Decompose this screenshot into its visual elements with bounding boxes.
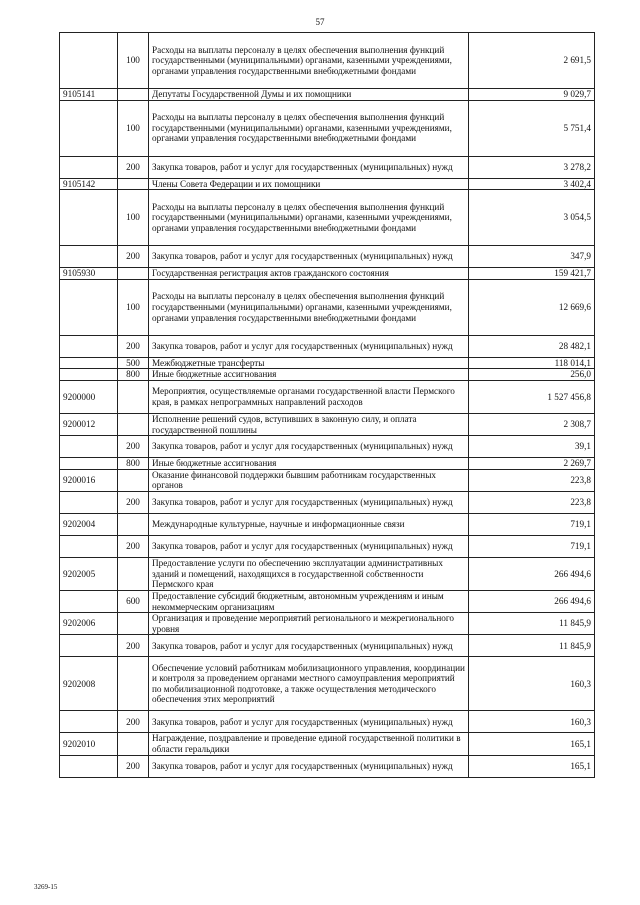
row-sum-cell: 2 308,7 — [469, 413, 595, 435]
row-sum-cell: 2 691,5 — [469, 33, 595, 89]
page-number: 57 — [315, 17, 325, 27]
row-sum-cell: 3 278,2 — [469, 156, 595, 178]
row-sum-cell: 719,1 — [469, 513, 595, 535]
table-row — [60, 335, 595, 357]
row-code-cell: 9202010 — [60, 733, 118, 755]
table-row — [60, 100, 595, 156]
row-sum-cell: 2 269,7 — [469, 458, 595, 470]
table-row — [60, 635, 595, 657]
table-row — [60, 89, 595, 101]
table-row — [60, 369, 595, 381]
table-row — [60, 178, 595, 190]
row-code-cell: 9105141 — [60, 89, 118, 101]
row-code-cell: 9200016 — [60, 469, 118, 491]
row-expense-type-cell: 200 — [118, 246, 149, 268]
row-expense-type-cell — [118, 413, 149, 435]
row-name-cell: Закупка товаров, работ и услуг для государственных (муниципальных) нужд — [149, 491, 469, 513]
row-sum-cell: 3 402,4 — [469, 178, 595, 190]
row-code-cell: 9202006 — [60, 613, 118, 635]
row-name-cell: Члены Совета Федерации и их помощники — [149, 178, 469, 190]
row-code-cell — [60, 33, 118, 89]
row-sum-cell: 5 751,4 — [469, 100, 595, 156]
table-row — [60, 33, 595, 89]
row-sum-cell: 12 669,6 — [469, 279, 595, 335]
row-name-cell: Расходы на выплаты персоналу в целях обеспечения выполнения функций государственными (муниципальными) органами, казенными учреждениями, органами управления государственными внебюджетными фондами — [149, 100, 469, 156]
table-row — [60, 755, 595, 777]
row-expense-type-cell — [118, 733, 149, 755]
row-sum-cell: 160,3 — [469, 657, 595, 711]
budget-table — [59, 32, 595, 778]
row-sum-cell: 11 845,9 — [469, 613, 595, 635]
row-name-cell: Закупка товаров, работ и услуг для государственных (муниципальных) нужд — [149, 246, 469, 268]
row-sum-cell: 11 845,9 — [469, 635, 595, 657]
row-name-cell: Обеспечение условий работникам мобилизационного управления, координации и контроля за проведением органами местного самоуправления мероприятий по мобилизационной подготовке, а также осуществления методического обеспечения этих мероприятий — [149, 657, 469, 711]
row-name-cell: Расходы на выплаты персоналу в целях обеспечения выполнения функций государственными (муниципальными) органами, казенными учреждениями, органами управления государственными внебюджетными фондами — [149, 279, 469, 335]
row-sum-cell: 165,1 — [469, 755, 595, 777]
row-expense-type-cell — [118, 557, 149, 590]
row-expense-type-cell: 200 — [118, 156, 149, 178]
row-name-cell: Оказание финансовой поддержки бывшим работникам государственных органов — [149, 469, 469, 491]
row-name-cell: Закупка товаров, работ и услуг для государственных (муниципальных) нужд — [149, 755, 469, 777]
row-expense-type-cell — [118, 657, 149, 711]
row-expense-type-cell: 500 — [118, 357, 149, 369]
table-row — [60, 413, 595, 435]
row-name-cell: Закупка товаров, работ и услуг для государственных (муниципальных) нужд — [149, 535, 469, 557]
row-sum-cell: 266 494,6 — [469, 557, 595, 590]
table-row — [60, 535, 595, 557]
row-expense-type-cell: 200 — [118, 635, 149, 657]
row-name-cell: Организация и проведение мероприятий регионального и межрегионального уровня — [149, 613, 469, 635]
table-row — [60, 590, 595, 612]
table-row — [60, 156, 595, 178]
row-sum-cell: 159 421,7 — [469, 268, 595, 280]
row-name-cell: Закупка товаров, работ и услуг для государственных (муниципальных) нужд — [149, 335, 469, 357]
table-row — [60, 279, 595, 335]
row-name-cell: Закупка товаров, работ и услуг для государственных (муниципальных) нужд — [149, 635, 469, 657]
row-sum-cell: 9 029,7 — [469, 89, 595, 101]
row-code-cell — [60, 190, 118, 246]
row-expense-type-cell: 200 — [118, 335, 149, 357]
row-code-cell — [60, 357, 118, 369]
row-expense-type-cell: 100 — [118, 279, 149, 335]
table-row — [60, 436, 595, 458]
row-sum-cell: 39,1 — [469, 436, 595, 458]
row-name-cell: Расходы на выплаты персоналу в целях обеспечения выполнения функций государственными (муниципальными) органами, казенными учреждениями, органами управления государственными внебюджетными фондами — [149, 33, 469, 89]
table-row — [60, 711, 595, 733]
row-expense-type-cell: 100 — [118, 190, 149, 246]
row-sum-cell: 223,8 — [469, 491, 595, 513]
row-code-cell: 9200000 — [60, 380, 118, 413]
row-code-cell: 9105930 — [60, 268, 118, 280]
row-code-cell — [60, 535, 118, 557]
row-expense-type-cell — [118, 380, 149, 413]
row-code-cell — [60, 156, 118, 178]
row-name-cell: Государственная регистрация актов гражданского состояния — [149, 268, 469, 280]
row-code-cell — [60, 635, 118, 657]
table-row — [60, 613, 595, 635]
row-expense-type-cell: 600 — [118, 590, 149, 612]
table-row — [60, 657, 595, 711]
row-code-cell: 9105142 — [60, 178, 118, 190]
table-row — [60, 491, 595, 513]
row-name-cell: Международные культурные, научные и информационные связи — [149, 513, 469, 535]
table-row — [60, 246, 595, 268]
row-sum-cell: 1 527 456,8 — [469, 380, 595, 413]
row-code-cell — [60, 335, 118, 357]
row-name-cell: Расходы на выплаты персоналу в целях обеспечения выполнения функций государственными (муниципальными) органами, казенными учреждениями, органами управления государственными внебюджетными фондами — [149, 190, 469, 246]
row-expense-type-cell — [118, 513, 149, 535]
row-name-cell: Иные бюджетные ассигнования — [149, 458, 469, 470]
row-sum-cell: 165,1 — [469, 733, 595, 755]
table-row — [60, 469, 595, 491]
table-row — [60, 190, 595, 246]
row-name-cell: Предоставление услуги по обеспечению эксплуатации административных зданий и помещений, находящихся в государственной собственности Пермского края — [149, 557, 469, 590]
row-code-cell — [60, 100, 118, 156]
row-sum-cell: 719,1 — [469, 535, 595, 557]
table-row — [60, 733, 595, 755]
row-code-cell — [60, 755, 118, 777]
row-expense-type-cell: 200 — [118, 755, 149, 777]
row-expense-type-cell: 800 — [118, 458, 149, 470]
row-name-cell: Исполнение решений судов, вступивших в законную силу, и оплата государственной пошлины — [149, 413, 469, 435]
row-name-cell: Награждение, поздравление и проведение единой государственной политики в области геральдики — [149, 733, 469, 755]
row-expense-type-cell — [118, 469, 149, 491]
row-expense-type-cell — [118, 268, 149, 280]
row-code-cell — [60, 590, 118, 612]
row-sum-cell: 28 482,1 — [469, 335, 595, 357]
row-sum-cell: 223,8 — [469, 469, 595, 491]
table-row — [60, 557, 595, 590]
row-expense-type-cell: 100 — [118, 100, 149, 156]
row-code-cell — [60, 711, 118, 733]
table-row — [60, 513, 595, 535]
row-expense-type-cell: 100 — [118, 33, 149, 89]
table-row — [60, 268, 595, 280]
row-code-cell — [60, 436, 118, 458]
row-code-cell — [60, 369, 118, 381]
row-code-cell: 9202004 — [60, 513, 118, 535]
row-name-cell: Предоставление субсидий бюджетным, автономным учреждениям и иным некоммерческим организациям — [149, 590, 469, 612]
row-expense-type-cell: 200 — [118, 491, 149, 513]
row-expense-type-cell: 200 — [118, 711, 149, 733]
row-name-cell: Закупка товаров, работ и услуг для государственных (муниципальных) нужд — [149, 156, 469, 178]
row-sum-cell: 256,0 — [469, 369, 595, 381]
row-name-cell: Мероприятия, осуществляемые органами государственной власти Пермского края, в рамках непрограммных направлений расходов — [149, 380, 469, 413]
row-expense-type-cell — [118, 89, 149, 101]
row-expense-type-cell — [118, 613, 149, 635]
table-row — [60, 458, 595, 470]
row-code-cell: 9202008 — [60, 657, 118, 711]
row-code-cell — [60, 279, 118, 335]
row-sum-cell: 347,9 — [469, 246, 595, 268]
row-name-cell: Закупка товаров, работ и услуг для государственных (муниципальных) нужд — [149, 711, 469, 733]
row-name-cell: Закупка товаров, работ и услуг для государственных (муниципальных) нужд — [149, 436, 469, 458]
row-name-cell: Депутаты Государственной Думы и их помощники — [149, 89, 469, 101]
row-code-cell — [60, 246, 118, 268]
row-expense-type-cell — [118, 178, 149, 190]
table-row — [60, 380, 595, 413]
row-sum-cell: 3 054,5 — [469, 190, 595, 246]
row-sum-cell: 266 494,6 — [469, 590, 595, 612]
row-code-cell: 9202005 — [60, 557, 118, 590]
row-expense-type-cell: 200 — [118, 436, 149, 458]
row-name-cell: Межбюджетные трансферты — [149, 357, 469, 369]
footer-document-code: 3269-15 — [34, 883, 58, 891]
row-code-cell — [60, 458, 118, 470]
budget-table-body — [60, 33, 595, 778]
row-name-cell: Иные бюджетные ассигнования — [149, 369, 469, 381]
table-row — [60, 357, 595, 369]
row-expense-type-cell: 800 — [118, 369, 149, 381]
row-code-cell: 9200012 — [60, 413, 118, 435]
row-sum-cell: 118 014,1 — [469, 357, 595, 369]
row-expense-type-cell: 200 — [118, 535, 149, 557]
row-code-cell — [60, 491, 118, 513]
row-sum-cell: 160,3 — [469, 711, 595, 733]
